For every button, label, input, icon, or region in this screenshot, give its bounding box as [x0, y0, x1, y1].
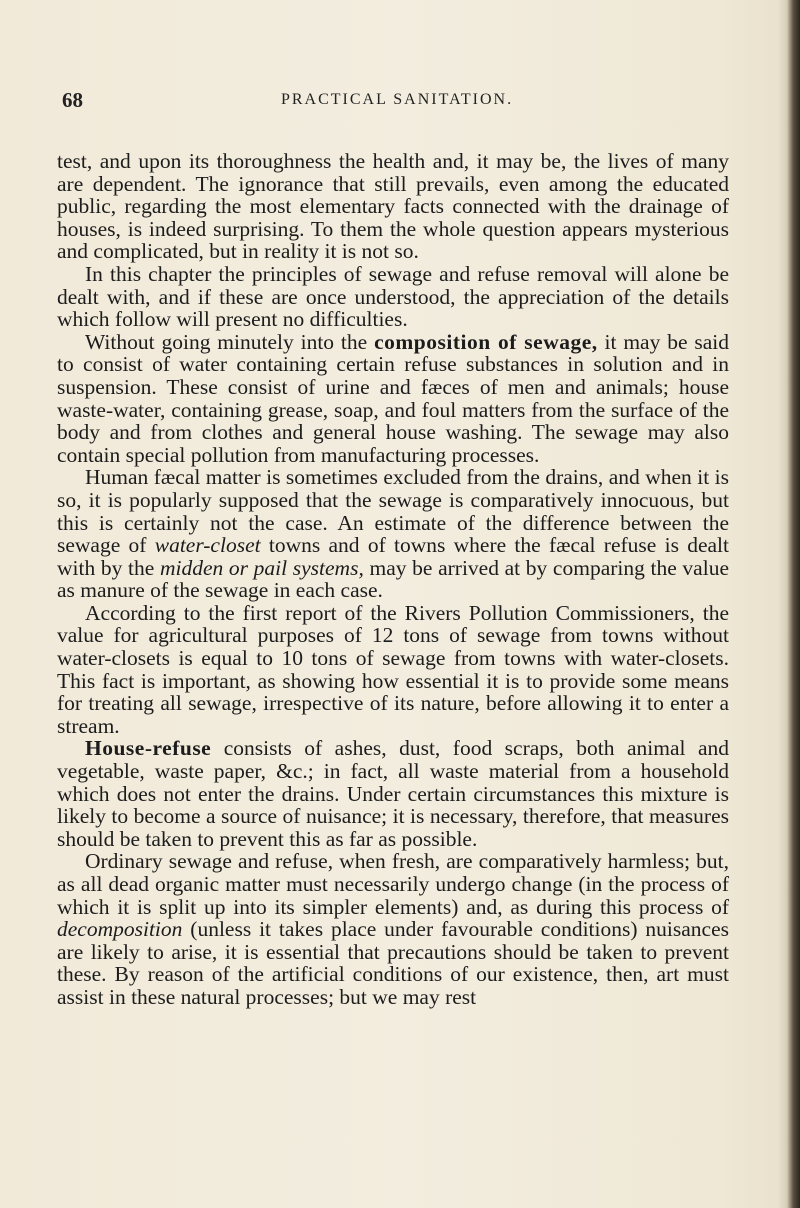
paragraph-6-text: consists of ashes, dust, food scraps, both animal and vegetable, waste paper, &c.; in fact, all waste material from a household which does not enter the drains. Under certain circumstances this mixture is likely to become a source of nuisance; it is necessary, therefore, that measures should be taken to prevent this as far as possible. — [57, 736, 729, 851]
page-binding-edge — [778, 0, 800, 1208]
sidenote-house-refuse: House-refuse — [85, 736, 212, 761]
paragraph-3-text: it may be said to consist of water containing certain refuse substances in solution and in suspension. These consist of urine and fæces of men and animals; house waste-water, containing grease, soap, and foul matters from the surface of the body and from clothes and general house washing. The sewage may also contain special pollution from manufacturing processes. — [57, 329, 730, 467]
paragraph-7 — [57, 850, 729, 1008]
paragraph-4 — [57, 466, 729, 602]
paragraph-5-text: According to the first report of the Rivers Pollution Commissioners, the value for agricultural purposes of 12 tons of sewage from towns without water-closets is equal to 10 tons of sewage from towns with water-closets. This fact is important, as showing how essential it is to provide some means for treating all sewage, irrespective of its nature, before allowing it to enter a stream. — [57, 600, 729, 738]
sidenote-composition-of-sewage: composition of sewage, — [374, 329, 598, 354]
paragraph-2 — [57, 263, 729, 331]
paragraph-4-mid: towns and of towns where the fæcal refuse is dealt with by the — [57, 533, 729, 580]
paragraph-3 — [57, 331, 729, 467]
term-decomposition: decomposition — [57, 917, 183, 942]
body-text — [57, 150, 729, 1009]
paragraph-1: test, and upon its thoroughness the health and, it may be, the lives of many are dependent. The ignorance that still prevails, even among the educated public, regarding the most elementary facts connected with the drainage of houses, is indeed surprising. To them the whole question appears mysterious and complicated, but in reality it is not so. — [57, 149, 729, 264]
paragraph-4-lead: Human fæcal matter is sometimes excluded from the drains, and when it is so, it is popularly supposed that the sewage is comparatively innocuous, but this is certainly not the case. An estimate of the difference between the sewage of — [57, 465, 729, 558]
page-header — [62, 88, 732, 116]
paragraph-7-lead: Ordinary sewage and refuse, when fresh, are comparatively harmless; but, as all dead organic matter must necessarily undergo change (in the process of which it is split up into its simpler elements) and, as during this process of — [57, 849, 729, 919]
paragraph-5 — [57, 602, 729, 738]
term-water-closet: water-closet — [154, 533, 261, 558]
paragraph-6 — [57, 737, 729, 850]
paragraph-4-text: may be arrived at by comparing the value as manure of the sewage in each case. — [57, 555, 729, 603]
paragraph-3-lead: Without going minutely into the — [85, 329, 375, 354]
term-midden-or-pail-systems: midden or pail systems, — [159, 555, 364, 580]
paragraph-7-text: (unless it takes place under favourable conditions) nuisances are likely to arise, it is essential that precautions should be taken to prevent these. By reason of the artificial conditions of our existence, then, art must assist in these natural processes; but we may rest — [57, 917, 729, 1009]
running-title: PRACTICAL SANITATION. — [280, 91, 514, 108]
page-number: 68 — [62, 88, 83, 112]
paragraph-2-text: In this chapter the principles of sewage and refuse removal will alone be dealt with, and if these are once understood, the appreciation of the details which follow will present no difficulties. — [57, 261, 729, 332]
